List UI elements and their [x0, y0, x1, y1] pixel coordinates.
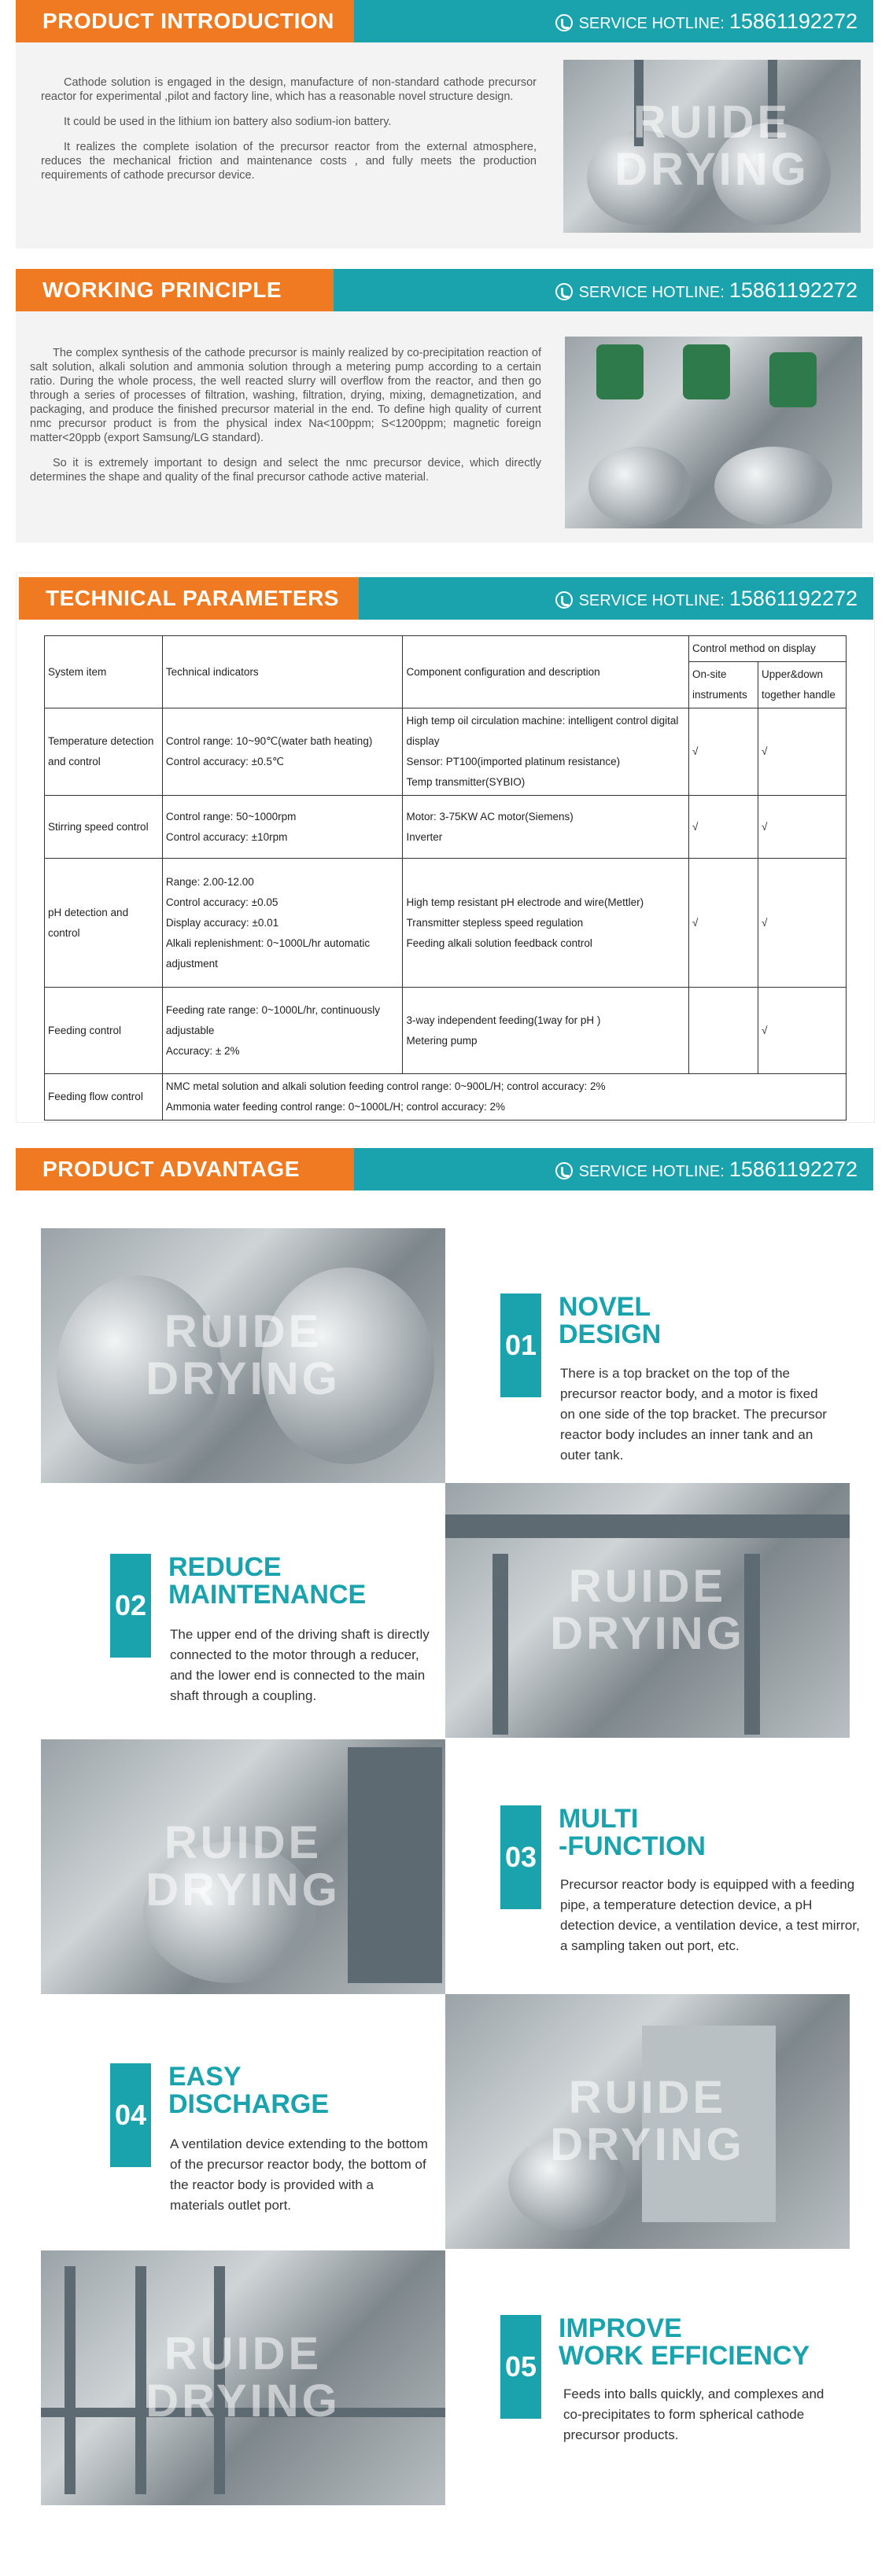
principle-hotline-bar: [334, 269, 873, 311]
watermark: RUIDE DRYING: [146, 1306, 341, 1404]
principle-paragraph: The complex synthesis of the cathode precursor is mainly realized by co-precipitation reaction of salt solution, alkali solution and ammonia solution through a metering pump according to a certain ratio. During the whole process, the well reacted slurry will overflow from the reactor, and then go through a series of processes of filtration, washing, filtration, drying, mixing, demagnetization, and packaging, and produce the finished precursor material in the end. To define high quality of current nmc precursor product is from the physical index Na<100ppm; S<1200ppm; magnetic foreign matter<20ppb (export Samsung/LG standard).: [30, 347, 541, 444]
advantage-header-band: [16, 1148, 873, 1190]
table-row: [45, 1074, 847, 1121]
feature-text-04: A ventilation device extending to the bottom of the precursor reactor body, the bottom of the reactor body is provided with a materials outlet port.: [170, 2136, 428, 2213]
watermark: RUIDE DRYING: [614, 97, 810, 195]
hotline-label: SERVICE HOTLINE:: [578, 592, 725, 609]
row-onsite-check: √: [689, 708, 758, 796]
advantage-section-title: PRODUCT ADVANTAGE: [16, 1148, 354, 1190]
feature-number-05: 05: [500, 2315, 541, 2419]
row-onsite-check: √: [689, 859, 758, 988]
intro-section-title: PRODUCT INTRODUCTION: [16, 0, 354, 42]
header-component: Component configuration and description: [403, 636, 689, 708]
feature-number-01: 01: [500, 1294, 541, 1397]
feature-photo-01: [41, 1228, 445, 1483]
hotline-label: SERVICE HOTLINE:: [578, 284, 725, 301]
row-flow-description: NMC metal solution and alkali solution feeding control range: 0~900L/H; control accuracy: 2% Ammonia water feeding control range: 0~1000L/H; control accuracy: 2%: [162, 1074, 846, 1121]
row-component: 3-way independent feeding(1way for pH ) Metering pump: [403, 988, 689, 1074]
intro-header-band: [16, 0, 873, 42]
feature-title-01: NOVEL DESIGN: [559, 1292, 662, 1349]
row-item: Stirring speed control: [45, 796, 163, 859]
principle-paragraph: So it is extremely important to design and select the nmc precursor device, which directly determines the shape and quality of the final precursor cathode active material.: [30, 457, 541, 484]
phone-icon: [555, 283, 573, 300]
table-row: [45, 796, 847, 859]
row-component: High temp resistant pH electrode and wire(Mettler) Transmitter stepless speed regulation Feeding alkali solution feedback control: [403, 859, 689, 988]
principle-header-band: [16, 269, 873, 311]
intro-text: [41, 75, 537, 193]
hotline[interactable]: [555, 269, 858, 311]
principle-reactor-photo: [565, 337, 862, 528]
header-system-item: System item: [45, 636, 163, 708]
params-section-title: TECHNICAL PARAMETERS: [19, 577, 363, 620]
row-onsite-check: √: [689, 796, 758, 859]
header-updown: Upper&down together handle: [758, 662, 847, 708]
phone-icon: [555, 591, 573, 609]
row-indicators: Range: 2.00-12.00 Control accuracy: ±0.05 Display accuracy: ±0.01 Alkali replenishment: 0~1000L/hr automatic adjustment: [162, 859, 403, 988]
feature-title-03: MULTI -FUNCTION: [559, 1804, 706, 1861]
row-indicators: Control range: 50~1000rpm Control accuracy: ±10rpm: [162, 796, 403, 859]
advantage-hotline-bar: [354, 1148, 873, 1190]
table-row: [45, 859, 847, 988]
table-row: [45, 708, 847, 796]
feature-text-02: The upper end of the driving shaft is directly connected to the motor through a reducer, and the lower end is connected to the main shaft through a coupling.: [170, 1627, 430, 1703]
feature-title-04: EASY DISCHARGE: [168, 2062, 330, 2119]
table-row: [45, 988, 847, 1074]
row-updown-check: √: [758, 988, 847, 1074]
principle-text: [30, 346, 541, 495]
table-header-row: [45, 636, 847, 662]
hotline[interactable]: [555, 577, 858, 620]
watermark: RUIDE DRYING: [146, 2328, 341, 2427]
watermark: RUIDE DRYING: [550, 1561, 745, 1659]
row-updown-check: √: [758, 708, 847, 796]
watermark: RUIDE DRYING: [550, 2072, 745, 2170]
row-updown-check: √: [758, 859, 847, 988]
hotline-number: 15861192272: [729, 278, 858, 302]
phone-icon: [555, 14, 573, 31]
intro-reactor-photo: [563, 60, 861, 233]
params-header-band: [16, 577, 873, 620]
feature-photo-02: [445, 1483, 850, 1738]
row-updown-check: √: [758, 796, 847, 859]
feature-title-02: REDUCE MAINTENANCE: [168, 1552, 367, 1610]
intro-paragraph: It realizes the complete isolation of the precursor reactor from the external atmosphere, reduces the mechanical friction and maintenance costs , and fully meets the production requirements of cathode precursor device.: [41, 141, 537, 182]
hotline-number: 15861192272: [729, 587, 858, 610]
row-component: High temp oil circulation machine: intelligent control digital display Sensor: PT100(imported platinum resistance) Temp transmitter(SYBIO): [403, 708, 689, 796]
feature-text-01: There is a top bracket on the top of the precursor reactor body, and a motor is fixed on one side of the top bracket. The precursor reactor body includes an inner tank and an outer tank.: [560, 1366, 827, 1463]
feature-text-03: Precursor reactor body is equipped with a feeding pipe, a temperature detection device, a pH detection device, a ventilation device, a test mirror, a sampling taken out port, etc.: [560, 1877, 860, 1953]
hotline-number: 15861192272: [729, 9, 858, 33]
row-onsite-check: [689, 988, 758, 1074]
feature-number-04: 04: [110, 2063, 151, 2167]
header-onsite: On-site instruments: [689, 662, 758, 708]
intro-paragraph: Cathode solution is engaged in the design, manufacture of non-standard cathode precursor reactor for experimental ,pilot and factory line, which has a reasonable novel structure design.: [41, 76, 537, 103]
hotline-label: SERVICE HOTLINE:: [578, 1163, 725, 1180]
hotline-label: SERVICE HOTLINE:: [578, 15, 725, 32]
row-item: Feeding control: [45, 988, 163, 1074]
hotline-number: 15861192272: [729, 1157, 858, 1181]
intro-paragraph: It could be used in the lithium ion battery also sodium-ion battery.: [64, 116, 392, 128]
row-indicators: Feeding rate range: 0~1000L/hr, continuously adjustable Accuracy: ± 2%: [162, 988, 403, 1074]
feature-text-05: Feeds into balls quickly, and complexes and co-precipitates to form spherical cathode precursor products.: [563, 2386, 824, 2442]
feature-number-02: 02: [110, 1554, 151, 1658]
intro-hotline-bar: [354, 0, 873, 42]
phone-icon: [555, 1162, 573, 1179]
feature-photo-03: [41, 1739, 445, 1994]
hotline[interactable]: [555, 1148, 858, 1190]
feature-photo-04: [445, 1994, 850, 2249]
header-technical-indicators: Technical indicators: [162, 636, 403, 708]
feature-number-03: 03: [500, 1805, 541, 1909]
watermark: RUIDE DRYING: [146, 1817, 341, 1915]
technical-parameters-table: [44, 635, 847, 1121]
header-control-method: Control method on display: [689, 636, 847, 662]
feature-photo-05: [41, 2250, 445, 2505]
row-item: Temperature detection and control: [45, 708, 163, 796]
principle-section-title: WORKING PRINCIPLE: [16, 269, 334, 311]
feature-title-05: IMPROVE WORK EFFICIENCY: [559, 2313, 810, 2371]
row-indicators: Control range: 10~90℃(water bath heating) Control accuracy: ±0.5℃: [162, 708, 403, 796]
row-item: Feeding flow control: [45, 1074, 163, 1121]
row-component: Motor: 3-75KW AC motor(Siemens) Inverter: [403, 796, 689, 859]
row-item: pH detection and control: [45, 859, 163, 988]
hotline[interactable]: [555, 0, 858, 42]
params-hotline-bar: [359, 577, 873, 620]
